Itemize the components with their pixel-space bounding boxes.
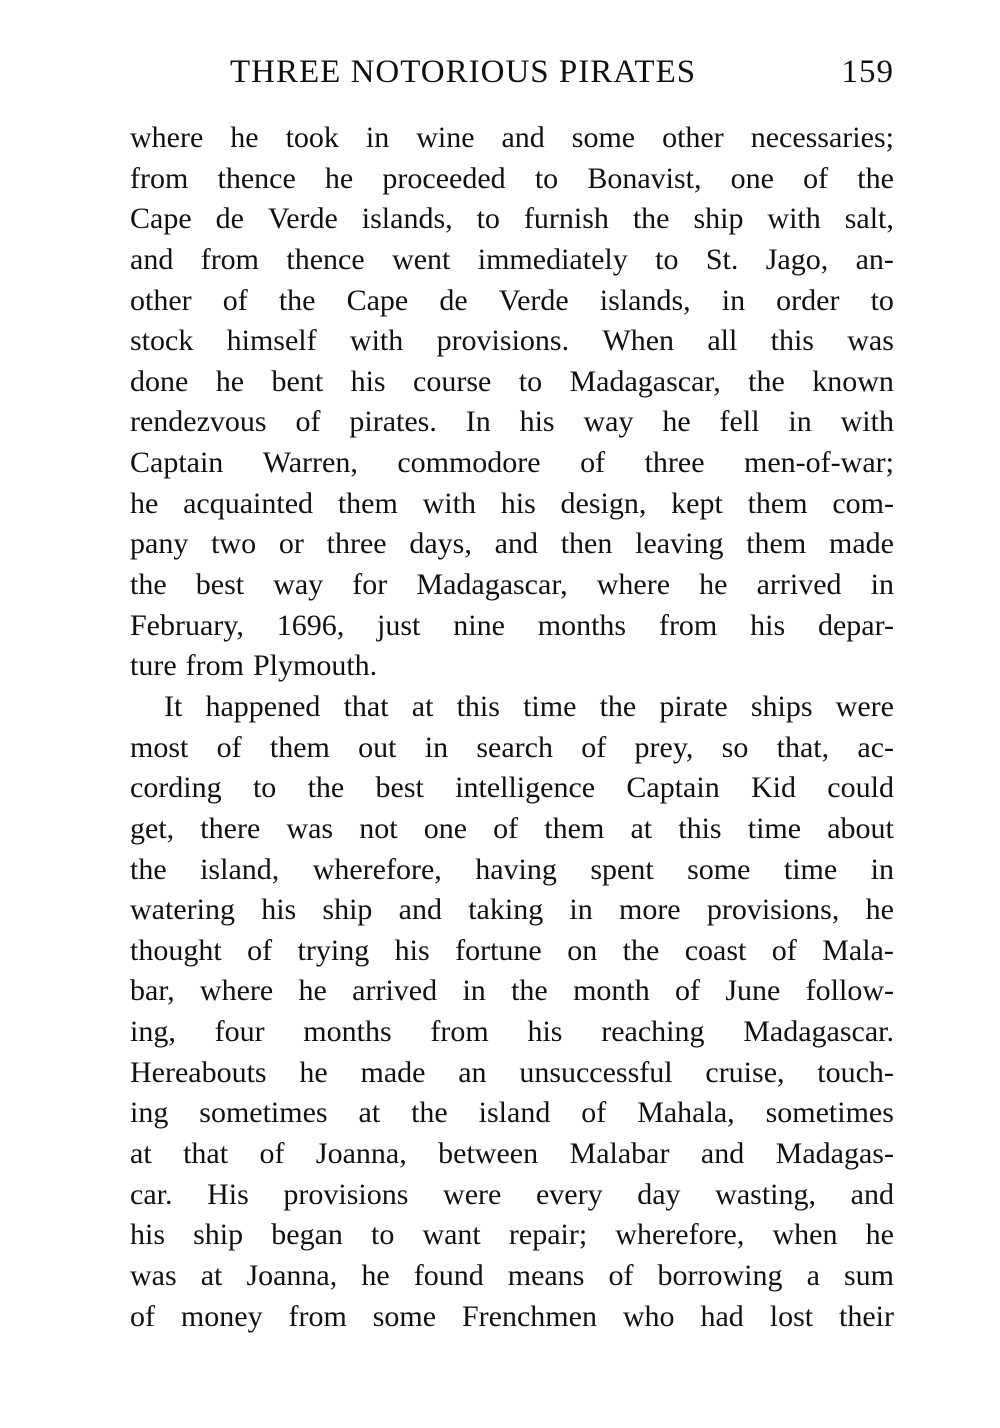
text-line: ture from Plymouth. [130, 649, 378, 683]
text-line: other of the Cape de Verde islands, in order to [130, 283, 894, 317]
text-line: where he took in wine and some other necessaries; [130, 121, 894, 154]
text-line: was at Joanna, he found means of borrowing a sum [130, 1258, 894, 1292]
text-line: he acquainted them with his design, kept them com- [130, 486, 894, 520]
page-number: 159 [841, 54, 894, 90]
text-line: rendezvous of pirates. In his way he fell in with [130, 405, 894, 439]
text-line: Captain Warren, commodore of three men-of-war; [130, 446, 894, 480]
text-line: ing, four months from his reaching Madagascar. [130, 1015, 894, 1049]
text-line: from thence he proceeded to Bonavist, one of the [130, 161, 894, 195]
text-line: stock himself with provisions. When all this was [130, 324, 894, 358]
text-line: Cape de Verde islands, to furnish the ship with salt, [130, 202, 894, 236]
body-text [130, 118, 894, 1337]
running-title: THREE NOTORIOUS PIRATES [230, 54, 697, 90]
text-line: the best way for Madagascar, where he arrived in [130, 568, 894, 602]
text-line: ing sometimes at the island of Mahala, sometimes [130, 1096, 894, 1130]
text-line: bar, where he arrived in the month of June follow- [130, 974, 894, 1008]
text-line: pany two or three days, and then leaving them made [130, 527, 894, 561]
text-line: February, 1696, just nine months from his depar- [130, 608, 894, 642]
text-line: done he bent his course to Madagascar, the known [130, 364, 894, 398]
text-line: Hereabouts he made an unsuccessful cruise, touch- [130, 1055, 894, 1089]
text-line: and from thence went immediately to St. Jago, an- [130, 242, 894, 276]
text-line: car. His provisions were every day wasting, and [130, 1177, 894, 1211]
text-line: of money from some Frenchmen who had lost their [130, 1299, 894, 1333]
running-head [130, 50, 894, 94]
text-line: It happened that at this time the pirate ships were [164, 689, 894, 723]
text-line: thought of trying his fortune on the coast of Mala- [130, 933, 894, 967]
text-line: cording to the best intelligence Captain Kid could [130, 771, 894, 805]
text-line: at that of Joanna, between Malabar and Madagas- [130, 1137, 894, 1171]
text-line: watering his ship and taking in more provisions, he [130, 893, 894, 927]
text-line: his ship began to want repair; wherefore, when he [130, 1218, 894, 1252]
text-line: get, there was not one of them at this time about [130, 811, 894, 845]
text-line: the island, wherefore, having spent some time in [130, 852, 894, 886]
text-line: most of them out in search of prey, so that, ac- [130, 730, 894, 764]
